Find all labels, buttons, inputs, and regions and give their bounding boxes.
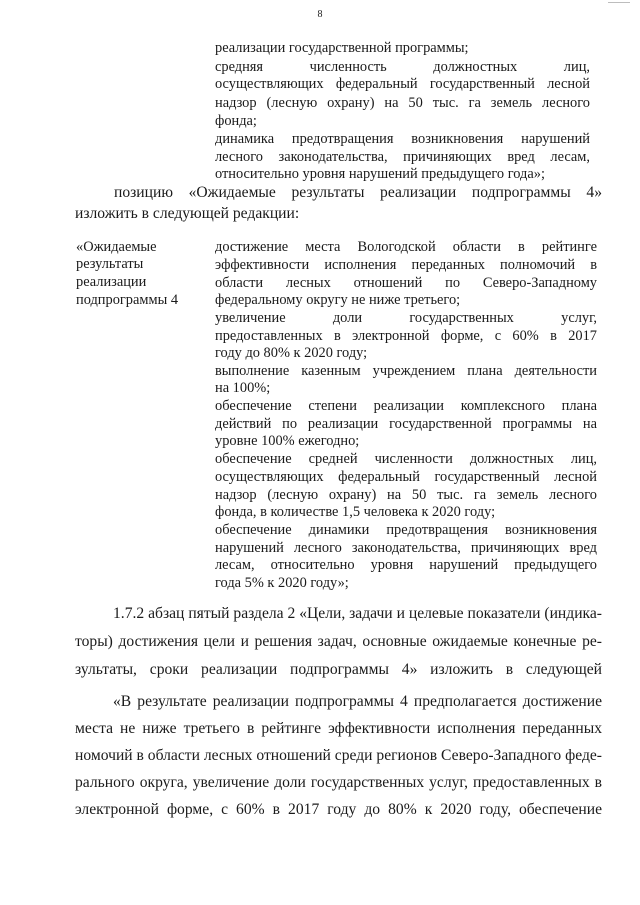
table-text-line: обеспечение степени реализации комплексного плана: [215, 398, 597, 414]
table-text-line: обеспечение средней численности должностных лиц,: [215, 451, 597, 467]
top-list-line: средняя численность должностных лиц,: [215, 59, 590, 75]
table-text-line: эффективности исполнения переданных полномочий в: [215, 257, 597, 273]
table-text-line: фонда, в количестве 1,5 человека к 2020 году;: [215, 504, 496, 520]
paragraph-line: электронной форме, с 60% в 2017 году до 80% к 2020 году, обеспечение: [75, 801, 602, 818]
paragraph-line: номочий в области лесных отношений среди регионов Северо-Западного феде-: [75, 747, 602, 764]
position-statement-cont: изложить в следующей редакции:: [75, 205, 300, 222]
table-text-line: году до 80% к 2020 году;: [215, 345, 368, 361]
paragraph-line: рального округа, увеличение доли государственных услуг, предоставленных в: [75, 774, 602, 791]
table-label-line: реализации: [76, 274, 147, 290]
table-text-line: лесам, относительно уровня нарушений предыдущего: [215, 557, 597, 573]
position-statement: позицию «Ожидаемые результаты реализации подпрограммы 4»: [114, 184, 602, 201]
table-text-line: осуществляющих федеральный государственный лесной: [215, 469, 597, 485]
scan-edge-mark: [608, 2, 630, 3]
table-text-line: года 5% к 2020 году»;: [215, 575, 349, 591]
top-list-line: реализации государственной программы;: [215, 40, 469, 56]
table-label-line: «Ожидаемые: [76, 239, 157, 255]
table-text-line: действий по реализации государственной программы на: [215, 416, 597, 432]
paragraph-line: зультаты, сроки реализации подпрограммы 4» изложить в следующей: [75, 661, 602, 678]
paragraph-line: места не ниже третьего в рейтинге эффективности исполнения переданных: [75, 720, 602, 737]
top-list-line: фонда;: [215, 113, 257, 129]
paragraph-line: торы) достижения цели и решения задач, основные ожидаемые конечные ре-: [75, 633, 602, 650]
table-label-line: результаты: [76, 256, 144, 272]
table-text-line: предоставленных в электронной форме, с 60% в 2017: [215, 328, 597, 344]
top-list-line: надзор (лесную охрану) на 50 тыс. га земель лесного: [215, 95, 590, 111]
page-number: 8: [317, 9, 323, 20]
table-text-line: уровне 100% ежегодно;: [215, 433, 360, 449]
top-list-line: осуществляющих федеральный государственный лесной: [215, 76, 590, 92]
table-text-line: обеспечение динамики предотвращения возникновения: [215, 522, 597, 538]
table-text-line: выполнение казенным учреждением плана деятельности: [215, 363, 597, 379]
table-text-line: увеличение доли государственных услуг,: [215, 310, 597, 326]
paragraph-line: 1.7.2 абзац пятый раздела 2 «Цели, задачи и целевые показатели (индика-: [113, 605, 602, 622]
top-list-line: относительно уровня нарушений предыдущего года»;: [215, 166, 545, 182]
table-text-line: достижение места Вологодской области в рейтинге: [215, 239, 597, 255]
table-label-line: подпрограммы 4: [76, 292, 179, 308]
table-text-line: надзор (лесную охрану) на 50 тыс. га земель лесного: [215, 487, 597, 503]
table-text-line: области лесных отношений по Северо-Западному: [215, 275, 597, 291]
table-text-line: федеральному округу не ниже третьего;: [215, 292, 461, 308]
top-list-line: лесного законодательства, причиняющих вред лесам,: [215, 149, 590, 165]
table-text-line: на 100%;: [215, 380, 271, 396]
table-text-line: нарушений лесного законодательства, причиняющих вред: [215, 540, 597, 556]
paragraph-line: «В результате реализации подпрограммы 4 предполагается достижение: [113, 693, 602, 710]
top-list-line: динамика предотвращения возникновения нарушений: [215, 131, 590, 147]
